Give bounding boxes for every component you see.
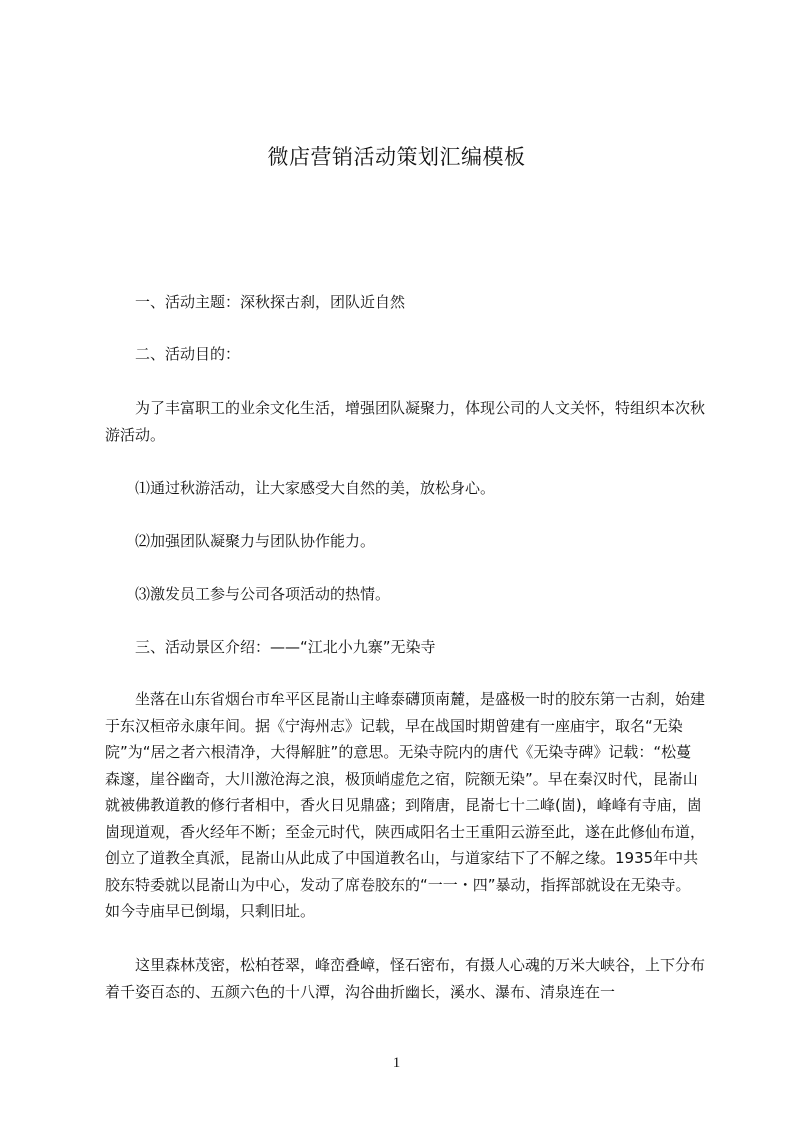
goal-item-1: ⑴通过秋游活动，让大家感受大自然的美，放松身心。 <box>135 479 496 497</box>
section-heading-scenic-intro: 三、活动景区介绍：——“江北小九寨”无染寺 <box>135 638 436 656</box>
document-title: 微店营销活动策划汇编模板 <box>267 145 526 169</box>
scenic-intro-paragraph-2: 这里森林茂密，松柏苍翠，峰峦叠嶂，怪石密布，有摄人心魂的万米大峡谷，上下分布着千姿百态的、五颜六色的十八潭，沟谷曲折幽长，溪水、瀑布、清泉连在一 <box>105 956 706 1001</box>
scenic-intro-paragraph-1: 坐落在山东省烟台市牟平区昆嵛山主峰泰礴顶南麓，是盛极一时的胶东第一古刹，始建于东汉桓帝永康年间。据《宁海州志》记载，早在战国时期曾建有一座庙宇，取名“无染院”为“居之者六根清净，大得解脏”的意思。无染寺院内的唐代《无染寺碑》记载：“松蔓森邃，崖谷幽奇，大川激沧海之浪，极顶峭虚危之宿，院额无染”。早在秦汉时代，昆嵛山就被佛教道教的修行者相中，香火日见鼎盛；到隋唐，昆嵛七十二峰(崮)，峰峰有寺庙，崮崮现道观，香火经年不断；至金元时代，陕西咸阳名士王重阳云游至此，遂在此修仙布道，创立了道教全真派，昆嵛山从此成了中国道教名山，与道家结下了不解之缘。1935年中共胶东特委就以昆嵛山为中心，发动了席卷胶东的“一一・四”暴动，指挥部就设在无染寺。如今寺庙早已倒塌，只剩旧址。 <box>105 690 706 920</box>
goal-item-3: ⑶激发员工参与公司各项活动的热情。 <box>135 585 391 603</box>
page-number: 1 <box>392 1055 401 1071</box>
section-heading-purpose: 二、活动目的： <box>135 345 241 363</box>
goal-item-2: ⑵加强团队凝聚力与团队协作能力。 <box>135 532 376 550</box>
section-heading-theme: 一、活动主题：深秋探古刹，团队近自然 <box>135 293 406 311</box>
purpose-paragraph: 为了丰富职工的业余文化生活，增强团队凝聚力，体现公司的人文关怀，特组织本次秋游活动。 <box>105 399 706 444</box>
